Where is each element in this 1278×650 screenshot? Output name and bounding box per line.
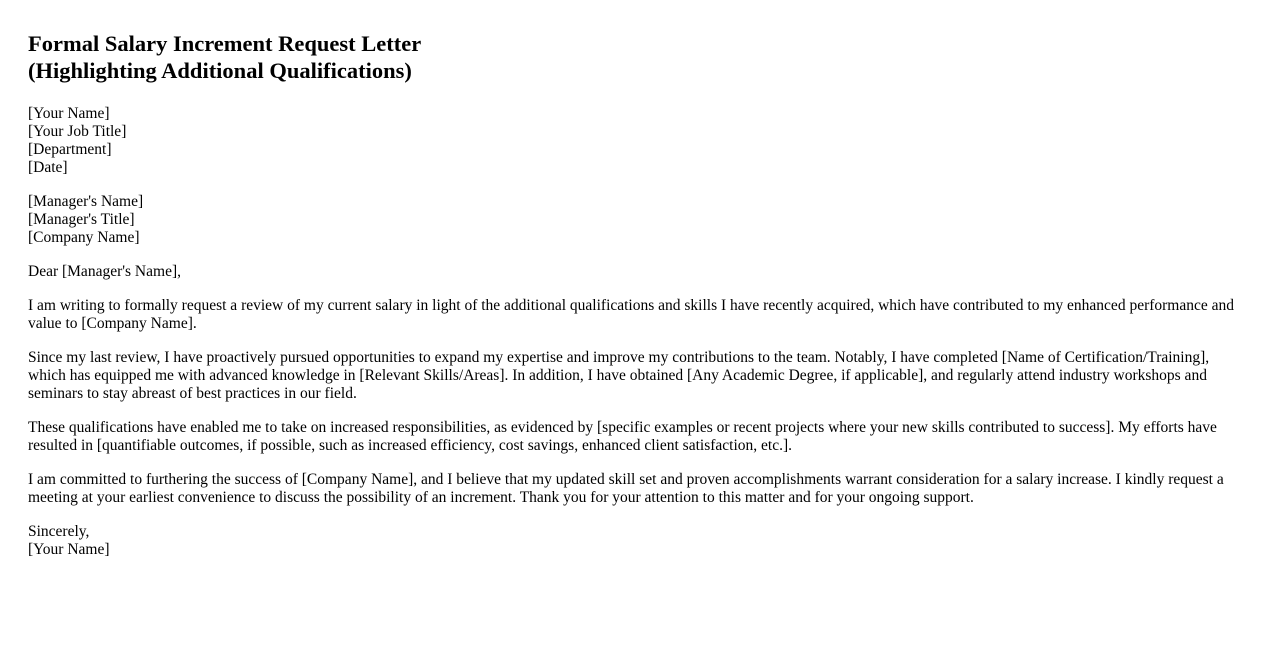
title-line-2: (Highlighting Additional Qualifications) [28, 58, 412, 83]
recipient-name: [Manager's Name] [28, 193, 144, 210]
sender-name: [Your Name] [28, 105, 110, 122]
body-paragraph-1: I am writing to formally request a review of my current salary in light of the additional qualifications and skills I have recently acquired, which have contributed to my enhanced performance and value to [Company Name]. [28, 297, 1235, 332]
letter-date: [Date] [28, 159, 68, 176]
salutation: Dear [Manager's Name], [28, 263, 181, 280]
closing: Sincerely, [28, 523, 90, 540]
body-paragraph-3: These qualifications have enabled me to take on increased responsibilities, as evidenced by [specific examples or recent projects where your new skills contributed to success]. My efforts have resulted in [quantifiable outcomes, if possible, such as increased efficiency, cost savings, enhanced client satisfaction, etc.]. [28, 419, 1217, 454]
letter-title [28, 30, 1250, 84]
body-paragraph-2: Since my last review, I have proactively pursued opportunities to expand my expertise and improve my contributions to the team. Notably, I have completed [Name of Certification/Training], which has equipped me with advanced knowledge in [Relevant Skills/Areas]. In addition, I have obtained [Any Academic Degree, if applicable], and regularly attend industry workshops and seminars to stay abreast of best practices in our field. [28, 349, 1210, 402]
title-line-1: Formal Salary Increment Request Letter [28, 31, 422, 56]
sender-department: [Department] [28, 141, 112, 158]
recipient-title: [Manager's Title] [28, 211, 135, 228]
recipient-company: [Company Name] [28, 229, 140, 246]
sender-job-title: [Your Job Title] [28, 123, 127, 140]
signature-name: [Your Name] [28, 541, 110, 558]
recipient-block [28, 193, 1250, 247]
body-paragraph-4: I am committed to furthering the success of [Company Name], and I believe that my updated skill set and proven accomplishments warrant consideration for a salary increase. I kindly request a meeting at your earliest convenience to discuss the possibility of an increment. Thank you for your attention to this matter and for your ongoing support. [28, 471, 1224, 506]
sender-block [28, 105, 1250, 177]
closing-block [28, 523, 1250, 559]
